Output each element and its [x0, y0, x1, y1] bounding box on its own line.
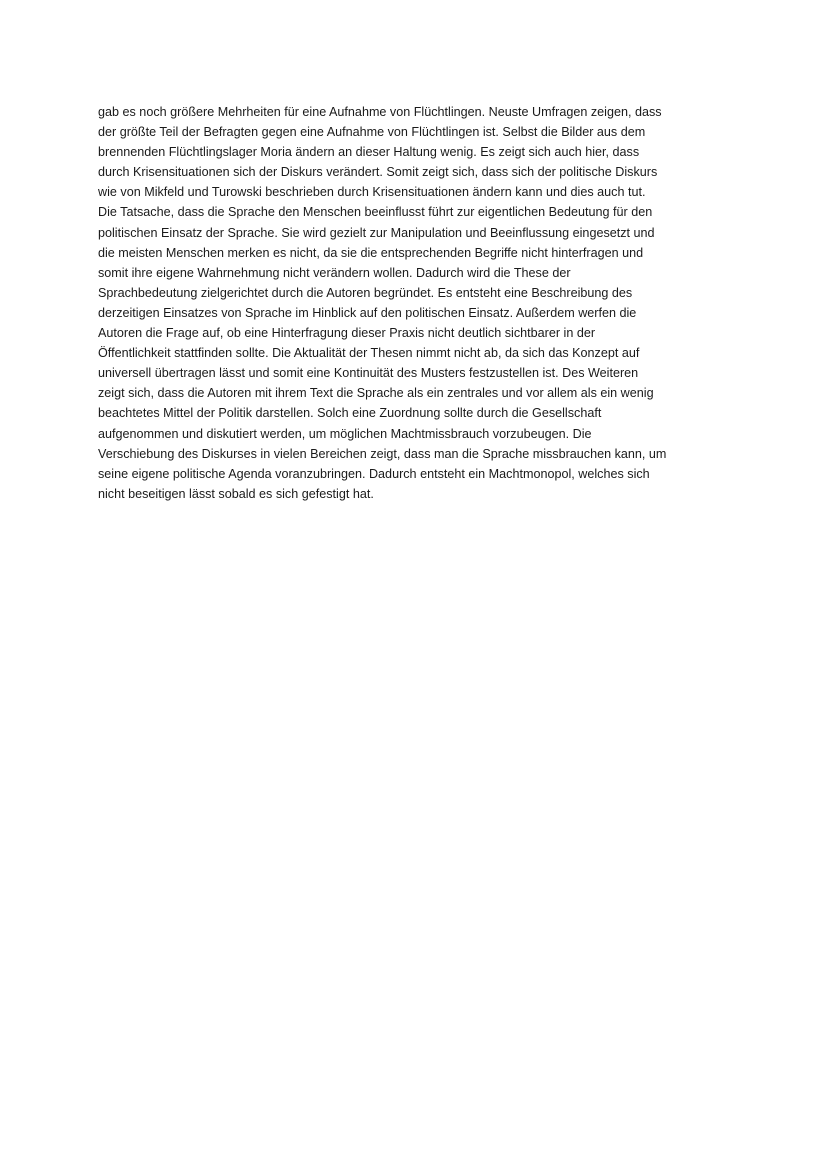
text-line: Verschiebung des Diskurses in vielen Bereichen zeigt, dass man die Sprache missbrauchen kann, um	[98, 446, 667, 461]
text-line: die meisten Menschen merken es nicht, da sie die entsprechenden Begriffe nicht hinterfragen und	[98, 245, 644, 260]
body-paragraph	[98, 102, 738, 504]
text-line: gab es noch größere Mehrheiten für eine Aufnahme von Flüchtlingen. Neuste Umfragen zeigen, dass	[98, 105, 662, 119]
text-line: derzeitigen Einsatzes von Sprache im Hinblick auf den politischen Einsatz. Außerdem werfen die	[98, 305, 637, 320]
text-line: beachtetes Mittel der Politik darstellen. Solch eine Zuordnung sollte durch die Gesellschaft	[98, 406, 602, 421]
text-line: Sprachbedeutung zielgerichtet durch die Autoren begründet. Es entsteht eine Beschreibung des	[98, 285, 633, 300]
text-line: universell übertragen lässt und somit eine Kontinuität des Musters festzustellen ist. Des Weiteren	[98, 366, 639, 381]
text-line: Die Tatsache, dass die Sprache den Menschen beeinflusst führt zur eigentlichen Bedeutung für den	[98, 205, 653, 220]
text-line: Öffentlichkeit stattfinden sollte. Die Aktualität der Thesen nimmt nicht ab, da sich das Konzept auf	[98, 346, 640, 361]
text-line: der größte Teil der Befragten gegen eine Aufnahme von Flüchtlingen ist. Selbst die Bilder aus dem	[98, 125, 646, 140]
text-line: nicht beseitigen lässt sobald es sich gefestigt hat.	[98, 486, 374, 501]
text-line: durch Krisensituationen sich der Diskurs verändert. Somit zeigt sich, dass sich der politische Diskurs	[98, 165, 658, 180]
text-line: Autoren die Frage auf, ob eine Hinterfragung dieser Praxis nicht deutlich sichtbarer in der	[98, 326, 596, 341]
text-line: wie von Mikfeld und Turowski beschrieben durch Krisensituationen ändern kann und dies auch tut.	[98, 185, 646, 200]
text-line: aufgenommen und diskutiert werden, um möglichen Machtmissbrauch vorzubeugen. Die	[98, 426, 592, 441]
text-line: brennenden Flüchtlingslager Moria ändern an dieser Haltung wenig. Es zeigt sich auch hier, dass	[98, 145, 640, 160]
text-line: politischen Einsatz der Sprache. Sie wird gezielt zur Manipulation und Beeinflussung eingesetzt und	[98, 225, 655, 240]
text-line: zeigt sich, dass die Autoren mit ihrem Text die Sprache als ein zentrales und vor allem als ein wenig	[98, 386, 654, 401]
text-line: somit ihre eigene Wahrnehmung nicht verändern wollen. Dadurch wird die These der	[98, 265, 571, 280]
text-line: seine eigene politische Agenda voranzubringen. Dadurch entsteht ein Machtmonopol, welches sich	[98, 466, 650, 481]
